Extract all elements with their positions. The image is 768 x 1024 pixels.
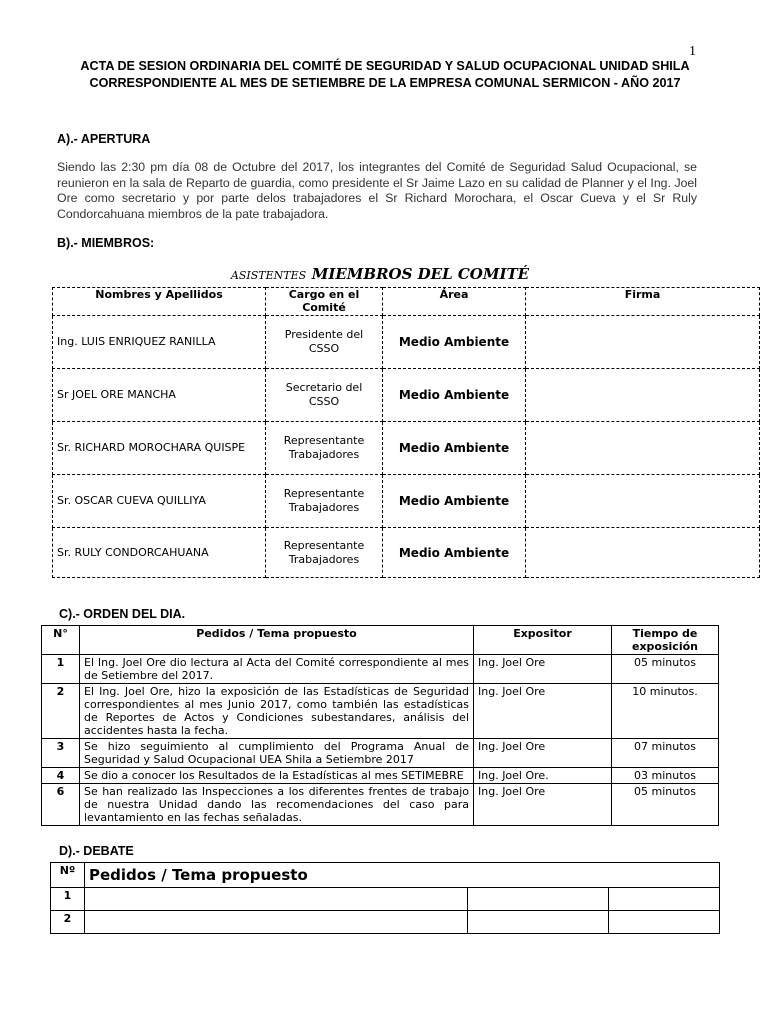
debate-topic [85, 911, 468, 934]
debate-topic [85, 888, 468, 911]
member-name: Ing. LUIS ENRIQUEZ RANILLA [53, 316, 266, 369]
member-signature [526, 422, 760, 475]
member-cargo: Representante Trabajadores [266, 528, 383, 578]
member-area: Medio Ambiente [383, 369, 526, 422]
member-row [53, 422, 760, 475]
agenda-time: 10 minutos. [612, 684, 719, 739]
agenda-number: 4 [42, 768, 80, 784]
debate-time [609, 888, 720, 911]
member-row [53, 316, 760, 369]
member-signature [526, 316, 760, 369]
agenda-number: 2 [42, 684, 80, 739]
agenda-time: 05 minutos [612, 655, 719, 684]
member-row [53, 475, 760, 528]
agenda-speaker: Ing. Joel Ore [474, 684, 612, 739]
member-name: Sr. OSCAR CUEVA QUILLIYA [53, 475, 266, 528]
agenda-speaker: Ing. Joel Ore [474, 739, 612, 768]
members-table-title [200, 264, 560, 283]
agenda-speaker: Ing. Joel Ore. [474, 768, 612, 784]
agenda-number: 1 [42, 655, 80, 684]
col-header-number: Nº [51, 863, 85, 888]
member-cargo: Representante Trabajadores [266, 422, 383, 475]
member-cargo: Presidente del CSSO [266, 316, 383, 369]
col-header-topic: Pedidos / Tema propuesto [85, 863, 720, 888]
debate-speaker [468, 911, 609, 934]
agenda-topic: Se han realizado las Inspecciones a los diferentes frentes de trabajo de nuestra Unidad dando las recomendaciones del caso para levantamiento en las fechas señaladas. [80, 784, 474, 826]
section-a-heading: A).- APERTURA [57, 132, 151, 146]
agenda-row [42, 655, 719, 684]
agenda-topic: El Ing. Joel Ore, hizo la exposición de las Estadísticas de Seguridad correspondientes al mes Junio 2017, como también las estadísticas de Reportes de Actos y Condiciones subestandares, análisis del accidentes hasta la fecha. [80, 684, 474, 739]
agenda-number: 3 [42, 739, 80, 768]
debate-speaker [468, 888, 609, 911]
agenda-time: 05 minutos [612, 784, 719, 826]
member-signature [526, 369, 760, 422]
col-header-name: Nombres y Apellidos [53, 288, 266, 316]
member-cargo: Representante Trabajadores [266, 475, 383, 528]
member-signature [526, 475, 760, 528]
members-table [52, 287, 760, 578]
agenda-topic: Se dio a conocer los Resultados de la Estadísticas al mes SETIMEBRE [80, 768, 474, 784]
member-row [53, 369, 760, 422]
agenda-row [42, 784, 719, 826]
agenda-row [42, 768, 719, 784]
agenda-speaker: Ing. Joel Ore [474, 655, 612, 684]
col-header-firma: Firma [526, 288, 760, 316]
debate-number: 2 [51, 911, 85, 934]
section-d-heading: D).- DEBATE [59, 844, 134, 858]
member-area: Medio Ambiente [383, 316, 526, 369]
member-area: Medio Ambiente [383, 475, 526, 528]
debate-table [50, 862, 720, 934]
agenda-table [41, 625, 719, 826]
opening-paragraph: Siendo las 2:30 pm día 08 de Octubre del 2017, los integrantes del Comité de Seguridad Salud Ocupacional, se reunieron en la sala de Reparto de guardia, como presidente el Sr Jaime Lazo en su calidad de Planner y el Ing. Joel Ore como secretario y por parte delos trabajadores el Sr Richard Morochara, el Oscar Cueva y el Sr Ruly Condorcahuana miembros de la pate trabajadora. [57, 160, 697, 221]
col-header-speaker: Expositor [474, 626, 612, 655]
section-c-heading: C).- ORDEN DEL DIA. [59, 607, 186, 621]
member-row [53, 528, 760, 578]
member-area: Medio Ambiente [383, 422, 526, 475]
agenda-number: 6 [42, 784, 80, 826]
member-name: Sr JOEL ORE MANCHA [53, 369, 266, 422]
agenda-row [42, 739, 719, 768]
debate-time [609, 911, 720, 934]
col-header-time: Tiempo de exposición [612, 626, 719, 655]
agenda-topic: El Ing. Joel Ore dio lectura al Acta del Comité correspondiente al mes de Setiembre del 2017. [80, 655, 474, 684]
debate-row [51, 888, 720, 911]
document-title: ACTA DE SESION ORDINARIA DEL COMITÉ DE SEGURIDAD Y SALUD OCUPACIONAL UNIDAD SHILA CORRESPONDIENTE AL MES DE SETIEMBRE DE LA EMPRESA COMUNAL SERMICON - AÑO 2017 [80, 59, 690, 90]
debate-row [51, 911, 720, 934]
member-cargo: Secretario del CSSO [266, 369, 383, 422]
members-header-row [53, 288, 760, 316]
debate-header-row [51, 863, 720, 888]
section-b-heading: B).- MIEMBROS: [57, 236, 155, 250]
members-table-title-big: MIEMBROS DEL COMITÉ [311, 265, 530, 283]
agenda-row [42, 684, 719, 739]
member-name: Sr. RULY CONDORCAHUANA [53, 528, 266, 578]
members-table-title-small: ASISTENTES [230, 269, 307, 282]
col-header-number: N° [42, 626, 80, 655]
agenda-topic: Se hizo seguimiento al cumplimiento del Programa Anual de Seguridad y Salud Ocupacional UEA Shila a Setiembre 2017 [80, 739, 474, 768]
agenda-header-row [42, 626, 719, 655]
agenda-time: 07 minutos [612, 739, 719, 768]
col-header-area: Área [383, 288, 526, 316]
debate-number: 1 [51, 888, 85, 911]
member-signature [526, 528, 760, 578]
page-number: 1 [689, 44, 696, 59]
agenda-speaker: Ing. Joel Ore [474, 784, 612, 826]
member-area: Medio Ambiente [383, 528, 526, 578]
agenda-time: 03 minutos [612, 768, 719, 784]
col-header-cargo: Cargo en el Comité [266, 288, 383, 316]
col-header-topic: Pedidos / Tema propuesto [80, 626, 474, 655]
member-name: Sr. RICHARD MOROCHARA QUISPE [53, 422, 266, 475]
